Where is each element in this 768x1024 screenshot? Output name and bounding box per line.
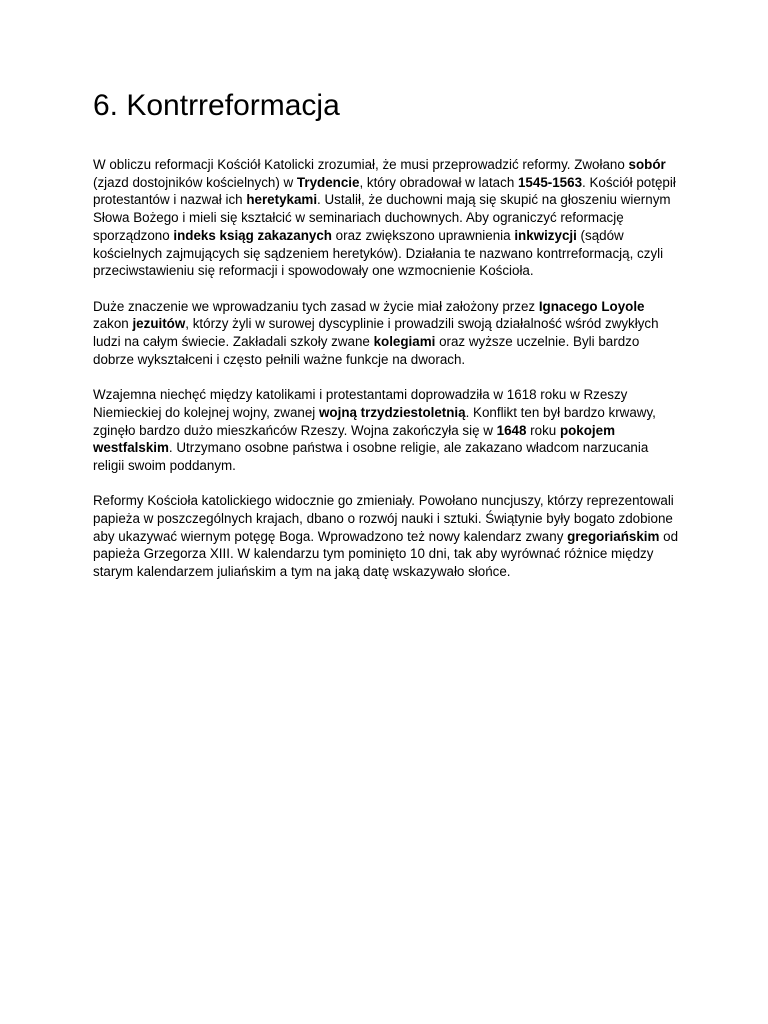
bold-term: sobór: [628, 157, 666, 172]
bold-term: wojną trzydziestoletnią: [319, 404, 466, 420]
page-title: 6. Kontrreformacja: [93, 89, 340, 122]
bold-term: pokojem westfalskim: [93, 422, 615, 456]
bold-term: 1648: [496, 422, 527, 438]
paragraph-3: [93, 386, 683, 475]
text-run: Reformy Kościoła katolickiego widocznie go zmieniały. Powołano nuncjuszy, którzy reprezentowali papieża w poszczególnych krajach, dbano o rozwój nauki i sztuki. Świątynie były bogato zdobione aby ukazywać wiernym potęgę Boga. Wprowadzono też nowy kalendarz zwany: [93, 493, 674, 544]
bold-term: gregoriańskim: [567, 528, 660, 544]
text-run: , który obradował w latach: [359, 174, 518, 190]
bold-term: kolegiami: [373, 334, 436, 350]
bold-term: indeks ksiąg zakazanych: [173, 227, 332, 243]
text-run: (sądów kościelnych zajmujących się sądzeniem heretyków). Działania te nazwano kontrreformacją, czyli przeciwstawieniu się reformacji i spowodowały one wzmocnienie Kościoła.: [93, 227, 664, 279]
paragraph-4: [93, 492, 683, 581]
bold-term: jezuitów: [132, 316, 186, 332]
bold-term: 1545-1563: [517, 174, 583, 190]
text-run: oraz wyższe uczelnie. Byli bardzo dobrze wykształceni i często pełnili ważne funkcje na dworach.: [93, 334, 640, 367]
text-run: oraz zwiększono uprawnienia: [331, 227, 515, 243]
text-run: Duże znaczenie we wprowadzaniu tych zasad w życie miał założony przez: [93, 298, 539, 314]
bold-term: Ignacego Loyole: [538, 298, 645, 314]
text-run: W obliczu reformacji Kościół Katolicki zrozumiał, że musi przeprowadzić reformy. Zwołano: [93, 157, 629, 172]
bold-term: Trydencie: [296, 174, 360, 190]
paragraph-1: [93, 156, 683, 280]
text-run: od papieża Grzegorza XIII. W kalendarzu tym pominięto 10 dni, tak aby wyrównać różnice między starym kalendarzem juliańskim a tym na jaką datę wskazywało słońce.: [93, 528, 679, 580]
text-run: roku: [526, 422, 560, 438]
text-run: (zjazd dostojników kościelnych) w: [93, 174, 297, 190]
text-run: , którzy żyli w surowej dyscyplinie i prowadzili swoją działalność wśród zwykłych ludzi na całym świecie. Zakładali szkoły zwane: [93, 316, 659, 350]
document-page: [93, 86, 683, 599]
document-body: [93, 156, 683, 581]
bold-term: heretykami: [246, 192, 318, 208]
paragraph-2: [93, 298, 683, 369]
text-run: Wzajemna niechęć między katolikami i protestantami doprowadziła w 1618 roku w Rzeszy Niemieckiej do kolejnej wojny, zwanej: [93, 387, 628, 420]
text-run: . Utrzymano osobne państwa i osobne religie, ale zakazano władcom narzucania religii swoim poddanym.: [93, 440, 649, 473]
text-run: zakon: [93, 316, 133, 332]
text-run: . Ustalił, że duchowni mają się skupić na głoszeniu wiernym Słowa Bożego i mieli się kształcić w seminariach duchownych. Aby ograniczyć reformację sporządzono: [93, 192, 671, 243]
text-run: . Konflikt ten był bardzo krwawy, zginęło bardzo dużo mieszkańców Rzeszy. Wojna zakończyła się w: [93, 404, 656, 438]
text-run: . Kościół potępił protestantów i nazwał ich: [93, 174, 676, 208]
bold-term: inkwizycji: [514, 227, 577, 243]
